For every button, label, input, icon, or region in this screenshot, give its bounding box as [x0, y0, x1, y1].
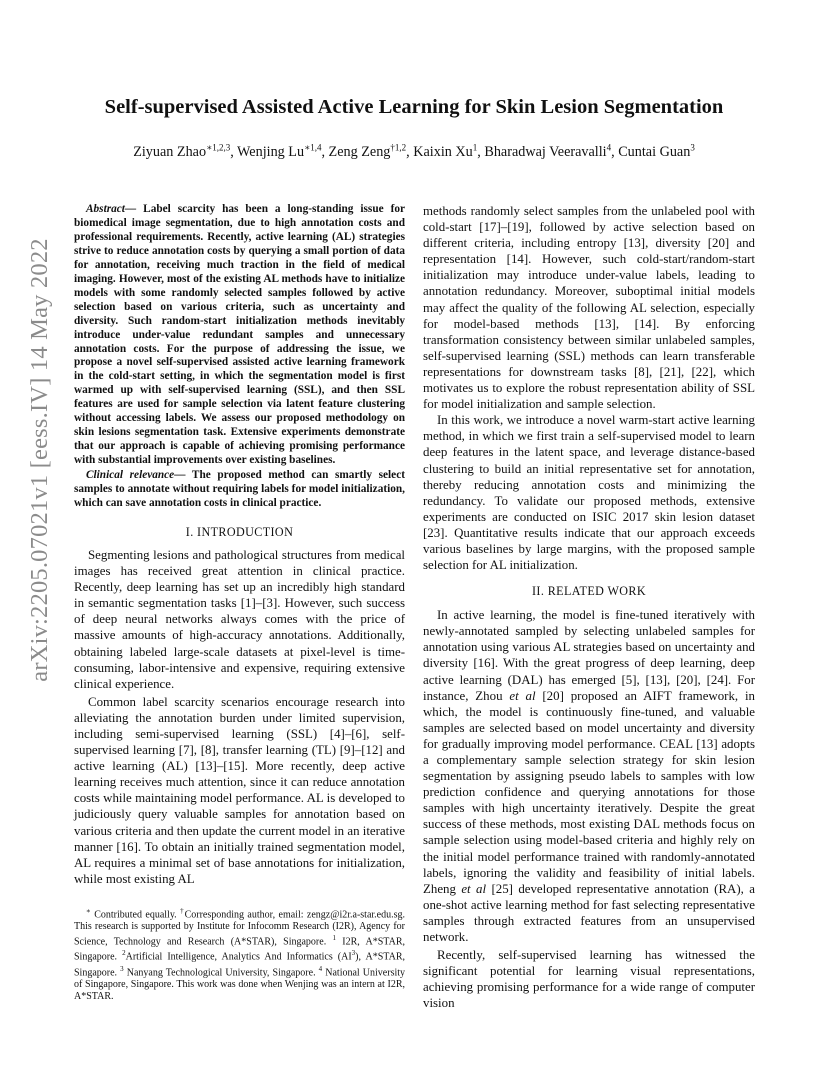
- author: Zeng Zeng$^{\dagger 1,2}$,: [328, 142, 414, 160]
- section-heading-related-work: II. RELATED WORK: [532, 584, 646, 599]
- paper-title: Self-supervised Assisted Active Learning for Skin Lesion Segmentation: [104, 96, 724, 118]
- clinical-label: Clinical relevance—: [86, 469, 186, 482]
- abstract-text: Label scarcity has been a long-standing issue for biomedical image segmentation, due to high annotation costs and professional requirements. Recently, active learning (AL) strategies strive to reduce annotation costs by querying a small portion of data for annotation, receiving much traction in the field of medical imaging. However, most of the existing AL methods have to initialize models with some randomly selected samples followed by active selection based on various criteria, such as uncertainty and diversity. Such random-start initialization methods inevitably introduce under-value redundant samples and unnecessary annotation costs. For the purpose of addressing the issue, we propose a novel self-supervised assisted active learning framework in the cold-start setting, in which the segmentation model is first warmed up with self-supervised learning (SSL), and then SSL features are used for sample selection via latent feature clustering without accessing labels. We assess our proposed methodology on skin lesions segmentation task. Extensive experiments demonstrate that our approach is capable of achieving promising performance with substantial improvements over existing baselines.: [74, 203, 405, 467]
- arxiv-stamp-text: arXiv:2205.07021v1 [eess.IV] 14 May 2022: [26, 238, 53, 682]
- author: Ziyuan Zhao$^{∗1,2,3}$,: [133, 142, 238, 160]
- intro-paragraph-2: Common label scarcity scenarios encourage research into alleviating the annotation burden under limited supervision, including semi-supervised learning (SSL) [4]–[6], self-supervised learning [7], [8], transfer learning (TL) [9]–[12] and active learning (AL) [13]–[15]. More recently, deep active learning receives much attention, since it can reduce annotation costs while maintaining model performance. AL is developed to judiciously query valuable samples for annotation based on various criteria and then update the current model in an iterative manner [16]. To obtain an initially trained segmentation model, AL requires a minimal set of base annotations for initialization, while most existing AL: [74, 694, 405, 886]
- related-paragraph-1: In active learning, the model is fine-tuned iteratively with newly-annotated sampled by selecting unlabeled samples for annotation using various AL strategies based on uncertainty and diversity [16]. With the great progress of deep learning, deep active learning (DAL) has emerged [5], [13], [20], [24]. For instance, Zhou et al [20] proposed an AIFT framework, in which, the model is continuously fine-tuned, and valuable samples are selected based on model uncertainty and diversity for gradually improving model performance. CEAL [13] adopts a complementary sample selection strategy for skin lesion segmentation by assigning pseudo labels to samples with low prediction confidence and querying annotations for those samples with high uncertainty iteratively. Despite the great success of these methods, most existing DAL methods focus on sample selection using model-based criteria and highly rely on the initial model performance trained with randomly-annotated labels, ignoring the validity and feasibility of initial labels. Zheng et al [25] developed representative annotation (RA), a one-shot active learning method for fast selecting representative samples through extracted features from an unsupervised network.: [423, 608, 755, 945]
- intro-paragraph-1: Segmenting lesions and pathological structures from medical images has received great attention in clinical practice. Recently, deep learning has set up an incredibly high standard in semantic segmentation tasks [1]–[3]. However, such success of deep neural networks always comes with the price of massive amounts of high-accuracy annotations. Additionally, obtaining labeled large-scale datasets at pixel-level is time-consuming, labor-intensive and expensive, requiring extensive clinical experience.: [74, 547, 405, 691]
- left-column: [74, 203, 405, 887]
- author: Bharadwaj Veeravalli$^4$,: [484, 142, 619, 160]
- section-heading-introduction: I. INTRODUCTION: [185, 524, 294, 539]
- footnote: ∗ Contributed equally. †Corresponding author, email: zengz@i2r.a-star.edu.sg. This research is supported by Institute for Infocomm Research (I2R), Agency for Science, Technology and Research (A*STAR), Singapore. $^1$ I2R, A*STAR, Singapore. $^2$Artificial Intelligence, Analytics And Informatics $(AI^3)$, A*STAR, Singapore. $^3$ Nanyang Technological University, Singapore. $^4$ National University of Singapore, Singapore. This work was done when Wenjing was an intern at I2R, A*STAR.: [74, 907, 406, 1002]
- right-column: [423, 203, 755, 1012]
- arxiv-side-stamp: [20, 180, 60, 740]
- clinical-relevance: [74, 469, 405, 511]
- abstract-label: Abstract—: [86, 203, 137, 215]
- clinical-text: The proposed method can smartly select samples to annotate without requiring labels for model initialization, which can save annotation costs in clinical practice.: [74, 469, 405, 510]
- related-paragraph-2: Recently, self-supervised learning has witnessed the significant potential for learning visual representations, achieving promising performance for a wide range of computer vision: [423, 948, 755, 1011]
- right-paragraph-1: methods randomly select samples from the unlabeled pool with cold-start [17]–[19], followed by active selection based on different criteria, including entropy [13], diversity [20] and representation [14]. However, such cold-start/random-start initialization may introduce under-value labels, leading to annotation redundancy. Moreover, suboptimal initial models may affect the quality of the following AL selection, especially for model-based methods [13], [14]. By enforcing transformation consistency between similar unlabeled samples, self-supervised learning (SSL) methods can learn transferable representations for downstream tasks [8], [21], [22], which motivates us to explore the robust representation ability of SSL for model initialization and sample selection.: [423, 204, 755, 412]
- abstract: [74, 203, 405, 468]
- author: Wenjing $Lu^{∗1,4}$,: [237, 142, 329, 160]
- right-paragraph-2: In this work, we introduce a novel warm-start active learning method, in which we first train a self-supervised model to learn deep features in the latent space, and leverage distance-based clustering to build an initial representative set for annotation, thereby reducing annotation costs and minimizing the redundancy. To validate our proposed methods, extensive experiments are conducted on ISIC 2017 skin lesion dataset [23]. Quantitative results indicate that our approach exceeds various baselines by large margins, with the proposed sample selection for AL initialization.: [423, 413, 755, 573]
- author: Cuntai Guan$^3$: [618, 142, 695, 160]
- author: Kaixin Xu$^1$,: [413, 142, 485, 160]
- author-list: [60, 142, 768, 161]
